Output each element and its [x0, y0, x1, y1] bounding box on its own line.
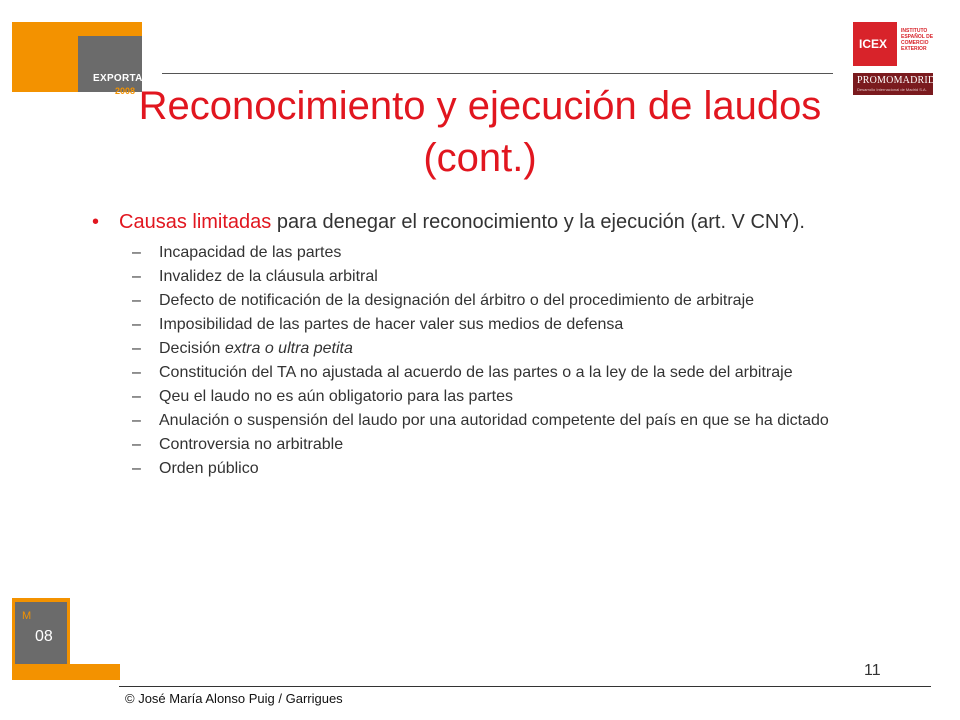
sub-item [92, 244, 892, 261]
sub-item [92, 436, 892, 453]
icex-logo-text: ICEX [859, 37, 888, 51]
bullet-highlight: Causas limitadas [119, 211, 272, 233]
sub-dash: – [132, 364, 141, 381]
sub-item-italic-text: extra o ultra petita [224, 340, 353, 357]
page-number: 11 [864, 662, 881, 679]
icex-logo-subtitle: INSTITUTO ESPAÑOL DE COMERCIO EXTERIOR [901, 28, 934, 52]
sub-item-text: Invalidez de la cláusula arbitral [159, 268, 378, 285]
footer-copyright: © José María Alonso Puig / Garrigues [125, 691, 343, 706]
sub-dash: – [132, 292, 141, 309]
sub-item-text: Orden público [159, 460, 259, 477]
sub-item [92, 268, 892, 285]
sub-item-text: Defecto de notificación de la designación del árbitro o del procedimiento de arbitraje [159, 292, 755, 309]
bullet-text: para denegar el reconocimiento y la ejecución (art. V CNY). [271, 211, 805, 233]
sub-item-text: Incapacidad de las partes [159, 244, 342, 261]
sub-item [92, 388, 892, 405]
sub-item [92, 292, 892, 309]
sub-item-text: Anulación o suspensión del laudo por una autoridad competente del país en que se ha dictado [159, 412, 829, 429]
title-divider [162, 73, 833, 74]
sub-dash: – [132, 412, 141, 429]
exporta-logo-text: EXPORTA [93, 73, 143, 84]
main-bullet [92, 212, 892, 233]
m08-logo-panel [15, 602, 67, 664]
sub-item-text: Qeu el laudo no es aún obligatorio para las partes [159, 388, 514, 405]
m08-logo-bar [70, 664, 120, 680]
sub-dash: – [132, 388, 141, 405]
sub-dash: – [132, 244, 141, 261]
sub-item [92, 412, 892, 429]
sub-item [92, 460, 892, 477]
sub-dash: – [132, 316, 141, 333]
promomadrid-logo [853, 73, 936, 95]
sub-item-text: Constitución del TA no ajustada al acuerdo de las partes o a la ley de la sede del arbitraje [159, 364, 793, 381]
sub-item [92, 316, 892, 333]
sub-dash: – [132, 460, 141, 477]
sub-list [92, 244, 892, 477]
sub-item-text: Decisión [159, 340, 225, 357]
sub-dash: – [132, 268, 141, 285]
slide-title: Reconocimiento y ejecución de laudos (cont.) [138, 84, 822, 180]
slide-content [92, 212, 892, 484]
m08-logo-number: 08 [35, 628, 53, 645]
m08-logo [12, 598, 108, 680]
m08-logo-letter: M [22, 610, 32, 622]
sub-item-text: Controversia no arbitrable [159, 436, 344, 453]
exporta-logo-year: 2008 [115, 86, 136, 96]
sub-item [92, 340, 892, 357]
bullet-marker: • [92, 211, 100, 233]
sub-dash: – [132, 436, 141, 453]
promomadrid-logo-text: PROMOMADRID [857, 75, 936, 86]
icex-logo-mark [853, 22, 897, 66]
sub-dash: – [132, 340, 141, 357]
promomadrid-logo-subtitle: Desarrollo Internacional de Madrid S.A. [857, 87, 927, 92]
icex-logo [853, 22, 933, 66]
sub-item [92, 364, 892, 381]
footer-divider [119, 686, 931, 687]
sub-item-text: Imposibilidad de las partes de hacer valer sus medios de defensa [159, 316, 624, 333]
